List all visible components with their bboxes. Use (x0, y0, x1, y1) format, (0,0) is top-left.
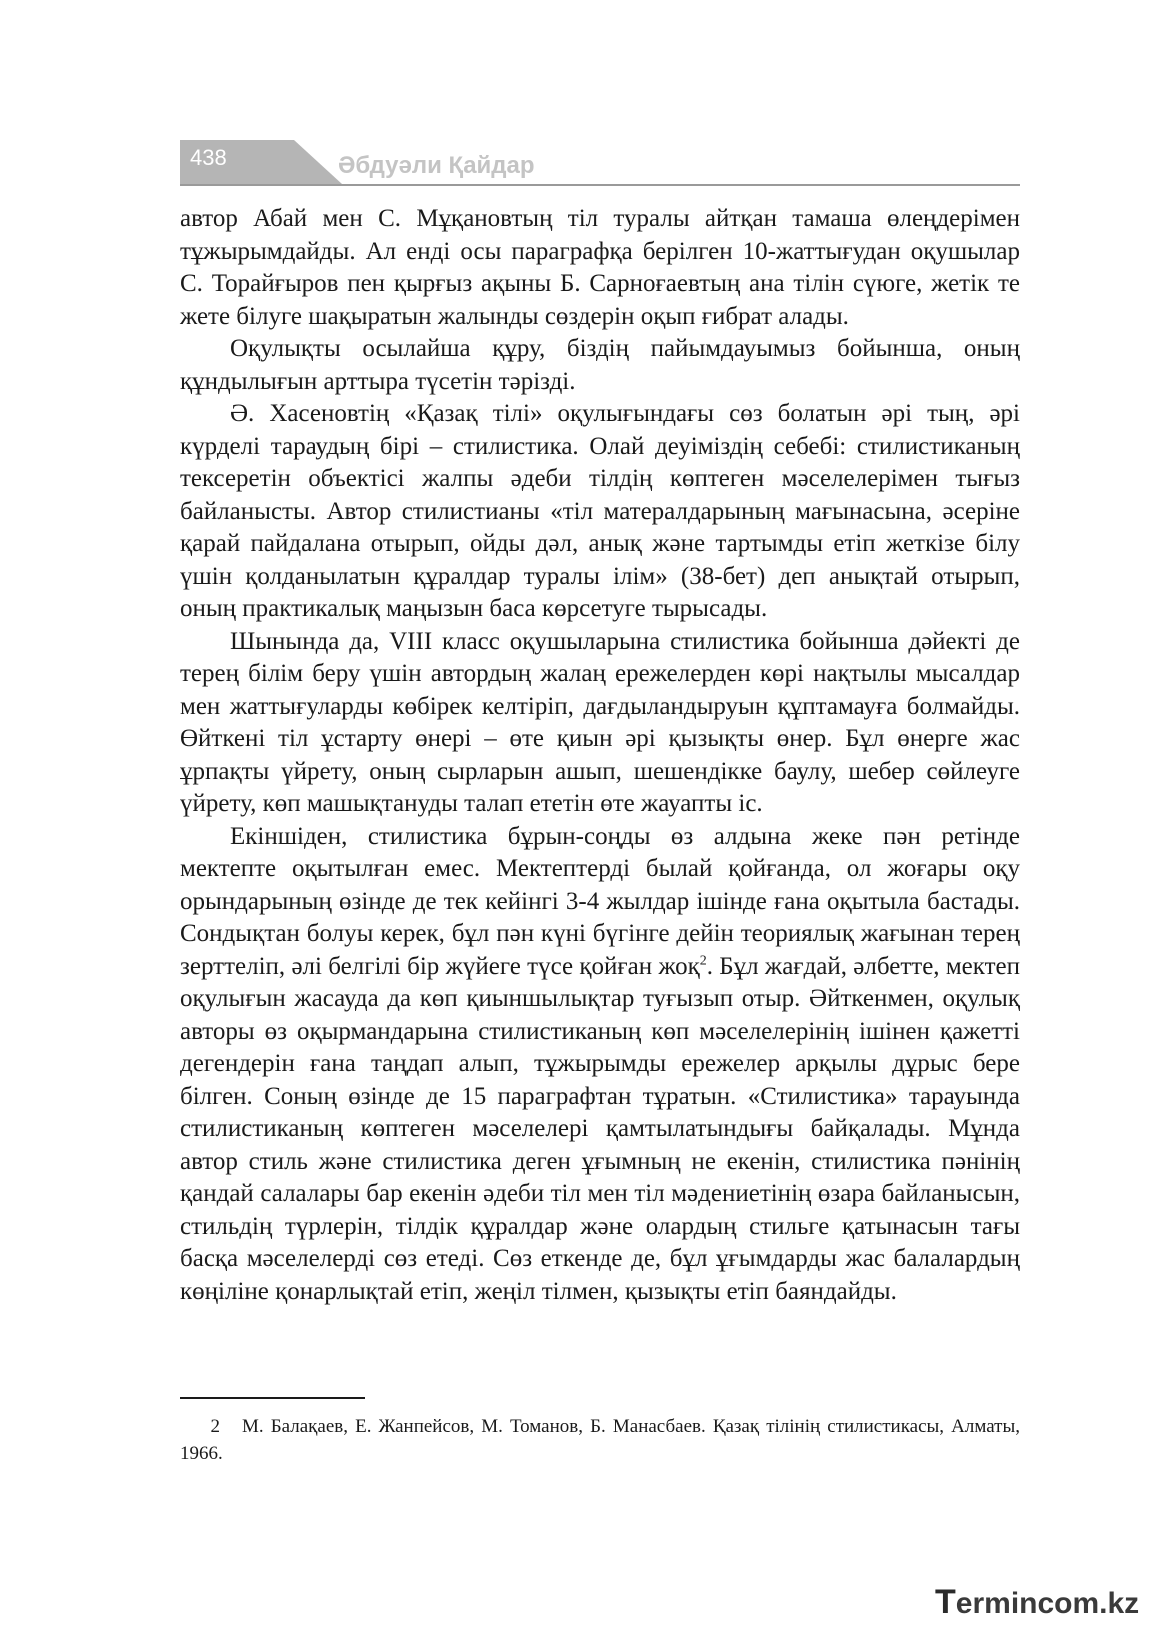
watermark-initial: T (935, 1583, 956, 1621)
paragraph-4: Шынында да, VIII класс оқушыларына стилистика бойынша дәйекті де терең білім беру үшін автордың жалаң ережелерден көрі нақтылы мысалдар мен жаттығуларды көбірек келтіріп, дағдыландыруын құптамауға болмайды. Өйткені тіл ұстарту өнері – өте қиын әрі қызықты өнер. Бұл өнерге жас ұрпақты үйрету, оның сырларын ашып, шешендікке баулу, шебер сөйлеуге үйрету, көп машықтануды талап ететін өте жауапты іс. (180, 627, 1020, 817)
page-number-box (180, 140, 272, 184)
paragraph-5-text-a: Екіншіден, стилистика бұрын-соңды өз алдына жеке пән ретінде мектепте оқытылған емес. Мектептерді былай қойғанда, ол жоғары оқу орындарының өзінде де тек кейінгі 3-4 жылдар ішінде ғана оқытыла бастады. Сондықтан болуы керек, бұл пән күні бүгінге дейін теориялық жағынан терең зерттеліп, әлі белгілі бір жүйеге түсе қойған жоқ (180, 822, 1020, 980)
page-header (180, 140, 1020, 188)
running-head-author: Әбдуәли Қайдар (338, 152, 535, 179)
paragraph-2: Оқулықты осылайша құру, біздің пайымдауымыз бойынша, оның құндылығын арттыра түсетін тәрізді. (180, 335, 1020, 395)
paragraph-5-text-b: . Бұл жағдай, әлбетте, мектеп оқулығын жасауда да көп қиыншылықтар туғызып отыр. Әйткенмен, оқулық авторы өз оқырмандарына стилистиканың көп мәселелерінің ішінен қажетті дегендерін ғана таңдап алып, тұжырымды ережелер арқылы дұрыс бере білген. Соның өзінде де 15 параграфтан тұратын. «Стилистика» тарауында стилистиканың көптеген мәселелері қамтылатындығы байқалады. Мұнда автор стиль және стилистика деген ұғымның не екенін, стилистика пәнінің қандай салалары бар екенін әдеби тіл мен тіл мәдениетінің өзара байланысын, стильдің түрлерін, тілдік құралдар және олардың стильге қатынасын тағы басқа мәселелерді сөз етеді. Сөз еткенде де, бұл ұғымдарды жас балалардың көңіліне қонарлықтай етіп, жеңіл тілмен, қызықты етіп баяндайды. (180, 952, 1020, 1305)
footnote-separator (180, 1397, 365, 1399)
footnote-text: М. Балақаев, Е. Жанпейсов, М. Томанов, Б. Манасбаев. Қазақ тілінің стилистикасы, Алматы, 1966. (180, 1416, 1020, 1464)
body-text (180, 203, 1020, 1308)
page-number: 438 (190, 145, 227, 170)
site-watermark-logo (935, 1583, 1139, 1622)
paragraph-3: Ә. Хасеновтің «Қазақ тілі» оқулығындағы сөз болатын әрі тың, әрі күрделі тараудың бірі – стилистика. Олай деуіміздің себебі: стилистиканың тексеретін объектісі жалпы әдеби тілдің көптеген мәселелерімен тығыз байланысты. Автор стилистианы «тіл матералдарының мағынасына, әсеріне қарай пайдалана отырып, ойды дәл, анық және тартымды етіп жеткізе білу үшін қолданылатын құралдар туралы ілім» (38-бет) деп анықтай отырып, оның практикалық маңызын баса көрсетуге тырысады. (180, 400, 1020, 622)
header-wedge-shape (272, 140, 342, 184)
paragraph-5 (180, 821, 1020, 1309)
footnote-number: 2 (210, 1416, 220, 1437)
watermark-rest: ermincom.kz (955, 1587, 1140, 1620)
footnote (180, 1413, 1020, 1467)
footnote-reference[interactable]: 2 (699, 953, 707, 969)
header-rule (180, 184, 1020, 186)
paragraph-1: автор Абай мен С. Мұқановтың тіл туралы айтқан тамаша өлеңдерімен тұжырымдайды. Ал енді осы параграфқа берілген 10-жаттығудан оқушылар С. Торайғыров пен қырғыз ақыны Б. Сарноғаевтың ана тілін сүюге, жетік те жете білуге шақыратын жалынды сөздерін оқып ғибрат алады. (180, 205, 1020, 330)
